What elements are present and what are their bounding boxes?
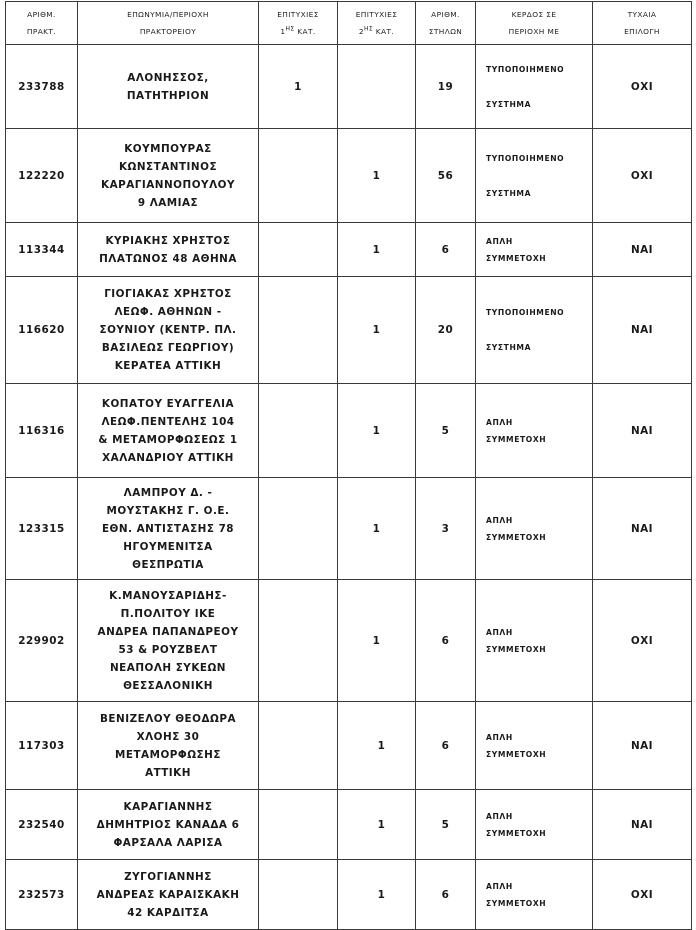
profit-type [476, 129, 593, 223]
second-category-wins: 1 [338, 223, 416, 277]
profit-type [476, 702, 593, 790]
first-category-wins [259, 702, 338, 790]
first-category-wins [259, 384, 338, 478]
table-row [6, 45, 692, 129]
second-category-wins: 1 [338, 580, 416, 702]
header-columns-count: ΑΡΙΘΜ. ΣΤΗΛΩΝ [416, 2, 476, 45]
first-category-wins [259, 790, 338, 860]
agency-number: 229902 [6, 580, 78, 702]
columns-count: 5 [416, 384, 476, 478]
columns-count: 6 [416, 223, 476, 277]
random-pick: ΝΑΙ [593, 790, 692, 860]
profit-type-line: ΣΥΜΜΕΤΟΧΗ [486, 253, 547, 263]
profit-type-line: ΑΠΛΗ [486, 732, 513, 742]
agency-name [78, 702, 259, 790]
profit-type-line: ΤΥΠΟΠΟΙΗΜΕΝΟ [486, 64, 565, 74]
profit-type-line: ΣΥΜΜΕΤΟΧΗ [486, 434, 547, 444]
profit-type-line: ΣΥΜΜΕΤΟΧΗ [486, 898, 547, 908]
table-row [6, 790, 692, 860]
agency-name-line: ΜΕΤΑΜΟΡΦΩΣΗΣ [115, 748, 221, 761]
random-pick: ΟΧΙ [593, 580, 692, 702]
agency-name [78, 45, 259, 129]
profit-type-line: ΑΠΛΗ [486, 811, 513, 821]
table-row [6, 223, 692, 277]
header-profit-type: ΚΕΡΔΟΣ ΣΕ ΠΕΡΙΟΧΗ ΜΕ [476, 2, 593, 45]
table-row [6, 129, 692, 223]
agency-name-line: ΝΕΑΠΟΛΗ ΣΥΚΕΩΝ [109, 661, 227, 674]
winners-table [5, 1, 692, 930]
agency-name-line: Π.ΠΟΛΙΤΟΥ ΙΚΕ [120, 607, 216, 620]
first-category-wins [259, 277, 338, 384]
profit-type [476, 45, 593, 129]
second-category-wins: 1 [338, 129, 416, 223]
agency-name-line: ΚΟΠΑΤΟΥ ΕΥΑΓΓΕΛΙΑ [101, 397, 235, 410]
random-pick: ΟΧΙ [593, 129, 692, 223]
agency-number: 116620 [6, 277, 78, 384]
header-row [6, 2, 692, 45]
columns-count: 6 [416, 702, 476, 790]
header-second-category: ΕΠΙΤΥΧΙΕΣ $2^{H\Sigma}$ ΚΑΤ. [338, 2, 416, 45]
agency-name-line: ΚΕΡΑΤΕΑ ΑΤΤΙΚΗ [114, 360, 222, 372]
first-category-wins [259, 860, 338, 930]
agency-name-line: ΠΑΤΗΤΗΡΙΟΝ [126, 89, 210, 102]
agency-name-line: ΚΑΡΑΓΙΑΝΝΟΠΟΥΛΟΥ [101, 178, 235, 191]
random-pick: ΝΑΙ [593, 223, 692, 277]
agency-name-line: ΕΘΝ. ΑΝΤΙΣΤΑΣΗΣ 78 [101, 522, 235, 535]
agency-name [78, 860, 259, 930]
agency-name-line: ΘΕΣΠΡΩΤΙΑ [132, 558, 204, 571]
agency-name [78, 277, 259, 384]
agency-name-line: ΑΤΤΙΚΗ [145, 766, 191, 779]
agency-name-line: 53 & ΡΟΥΖΒΕΛΤ [118, 643, 218, 656]
agency-name-line: 9 ΛΑΜΙΑΣ [137, 196, 199, 209]
table-row [6, 478, 692, 580]
header-random-pick: ΤΥΧΑΙΑ ΕΠΙΛΟΓΗ [593, 2, 692, 45]
agency-name-line: ΔΗΜΗΤΡΙΟΣ ΚΑΝΑΔΑ 6 [96, 818, 240, 831]
profit-type-line: ΤΥΠΟΠΟΙΗΜΕΝΟ [486, 308, 565, 317]
profit-type-line: ΣΥΜΜΕΤΟΧΗ [486, 828, 547, 838]
agency-name-line: ΘΕΣΣΑΛΟΝΙΚΗ [123, 679, 213, 692]
profit-type-line: ΣΥΣΤΗΜΑ [486, 99, 532, 109]
first-category-wins [259, 129, 338, 223]
agency-name [78, 129, 259, 223]
agency-name-line: ΚΥΡΙΑΚΗΣ ΧΡΗΣΤΟΣ [105, 234, 231, 247]
agency-name-line: ΦΑΡΣΑΛΑ ΛΑΡΙΣΑ [113, 836, 223, 849]
second-category-wins: 1 [338, 478, 416, 580]
agency-name-line: ΒΑΣΙΛΕΩΣ ΓΕΩΡΓΙΟΥ) [101, 342, 235, 354]
profit-type-line: ΑΠΛΗ [486, 236, 513, 246]
random-pick: ΝΑΙ [593, 702, 692, 790]
columns-count: 6 [416, 580, 476, 702]
first-category-wins: 1 [259, 45, 338, 129]
profit-type-line: ΤΥΠΟΠΟΙΗΜΕΝΟ [486, 153, 565, 163]
agency-number: 232540 [6, 790, 78, 860]
columns-count: 19 [416, 45, 476, 129]
random-pick: ΝΑΙ [593, 478, 692, 580]
agency-name [78, 580, 259, 702]
agency-name-line: ΓΙΟΓΙΑΚΑΣ ΧΡΗΣΤΟΣ [104, 288, 232, 300]
agency-name-line: & ΜΕΤΑΜΟΡΦΩΣΕΩΣ 1 [98, 433, 238, 446]
agency-name-line: Κ.ΜΑΝΟΥΣΑΡΙΔΗΣ- [109, 589, 227, 602]
table-row [6, 277, 692, 384]
agency-name-line: ΧΑΛΑΝΔΡΙΟΥ ΑΤΤΙΚΗ [102, 451, 234, 464]
columns-count: 5 [416, 790, 476, 860]
profit-type [476, 478, 593, 580]
profit-type-line: ΣΥΣΤΗΜΑ [486, 188, 532, 198]
columns-count: 6 [416, 860, 476, 930]
agency-number: 233788 [6, 45, 78, 129]
header-agency-number: ΑΡΙΘΜ. ΠΡΑΚΤ. [6, 2, 78, 45]
profit-type-line: ΑΠΛΗ [486, 417, 513, 427]
agency-name-line: ΑΛΟΝΗΣΣΟΣ, [127, 71, 209, 84]
agency-name-line: ΧΛΟΗΣ 30 [136, 730, 200, 743]
random-pick: ΟΧΙ [593, 45, 692, 129]
table-row [6, 702, 692, 790]
profit-type [476, 384, 593, 478]
agency-name [78, 478, 259, 580]
header-agency-name: ΕΠΩΝΥΜΙΑ/ΠΕΡΙΟΧΗ ΠΡΑΚΤΟΡΕΙΟΥ [78, 2, 259, 45]
profit-type-line: ΣΥΜΜΕΤΟΧΗ [486, 644, 547, 654]
columns-count: 56 [416, 129, 476, 223]
agency-name [78, 790, 259, 860]
random-pick: ΝΑΙ [593, 277, 692, 384]
second-category-wins: 1 [338, 860, 416, 930]
second-category-wins: 1 [338, 702, 416, 790]
agency-name-line: ΚΩΝΣΤΑΝΤΙΝΟΣ [118, 160, 218, 173]
agency-name [78, 223, 259, 277]
agency-name-line: ΗΓΟΥΜΕΝΙΤΣΑ [123, 540, 213, 553]
agency-name-line: ΛΕΩΦ.ΠΕΝΤΕΛΗΣ 104 [101, 415, 235, 428]
profit-type-line: ΣΥΜΜΕΤΟΧΗ [486, 749, 547, 759]
agency-name [78, 384, 259, 478]
profit-type [476, 223, 593, 277]
agency-number: 113344 [6, 223, 78, 277]
profit-type-line: ΑΠΛΗ [486, 515, 513, 525]
agency-name-line: ΚΑΡΑΓΙΑΝΝΗΣ [123, 800, 213, 813]
agency-number: 232573 [6, 860, 78, 930]
agency-number: 116316 [6, 384, 78, 478]
agency-name-line: ΛΕΩΦ. ΑΘΗΝΩΝ - [114, 306, 222, 318]
agency-name-line: ΜΟΥΣΤΑΚΗΣ Γ. Ο.Ε. [106, 504, 230, 517]
agency-number: 123315 [6, 478, 78, 580]
second-category-wins: 1 [338, 277, 416, 384]
profit-type [476, 580, 593, 702]
first-category-wins [259, 478, 338, 580]
columns-count: 20 [416, 277, 476, 384]
agency-name-line: ΠΛΑΤΩΝΟΣ 48 ΑΘΗΝΑ [99, 252, 237, 265]
agency-name-line: ΖΥΓΟΓΙΑΝΝΗΣ [124, 870, 212, 883]
table-row [6, 860, 692, 930]
agency-name-line: ΑΝΔΡΕΑ ΠΑΠΑΝΔΡΕΟΥ [97, 625, 239, 638]
table-row [6, 580, 692, 702]
second-category-wins: 1 [338, 384, 416, 478]
agency-name-line: 42 ΚΑΡΔΙΤΣΑ [127, 906, 209, 919]
random-pick: ΟΧΙ [593, 860, 692, 930]
second-category-wins: 1 [338, 790, 416, 860]
first-category-wins [259, 580, 338, 702]
profit-type [476, 860, 593, 930]
agency-name-line: ΛΑΜΠΡΟΥ Δ. - [123, 486, 213, 499]
profit-type-line: ΑΠΛΗ [486, 881, 513, 891]
profit-type [476, 277, 593, 384]
random-pick: ΝΑΙ [593, 384, 692, 478]
profit-type-line: ΑΠΛΗ [486, 627, 513, 637]
profit-type [476, 790, 593, 860]
header-first-category: ΕΠΙΤΥΧΙΕΣ $1^{H\Sigma}$ ΚΑΤ. [259, 2, 338, 45]
agency-name-line: ΑΝΔΡΕΑΣ ΚΑΡΑΙΣΚΑΚΗ [96, 888, 240, 901]
table-row [6, 384, 692, 478]
agency-number: 122220 [6, 129, 78, 223]
first-category-wins [259, 223, 338, 277]
profit-type-line: ΣΥΣΤΗΜΑ [486, 343, 532, 352]
agency-number: 117303 [6, 702, 78, 790]
agency-name-line: ΒΕΝΙΖΕΛΟΥ ΘΕΟΔΩΡΑ [99, 712, 237, 725]
agency-name-line: ΚΟΥΜΠΟΥΡΑΣ [124, 142, 212, 155]
second-category-wins [338, 45, 416, 129]
profit-type-line: ΣΥΜΜΕΤΟΧΗ [486, 532, 547, 542]
columns-count: 3 [416, 478, 476, 580]
agency-name-line: ΣΟΥΝΙΟΥ (ΚΕΝΤΡ. ΠΛ. [99, 324, 237, 336]
